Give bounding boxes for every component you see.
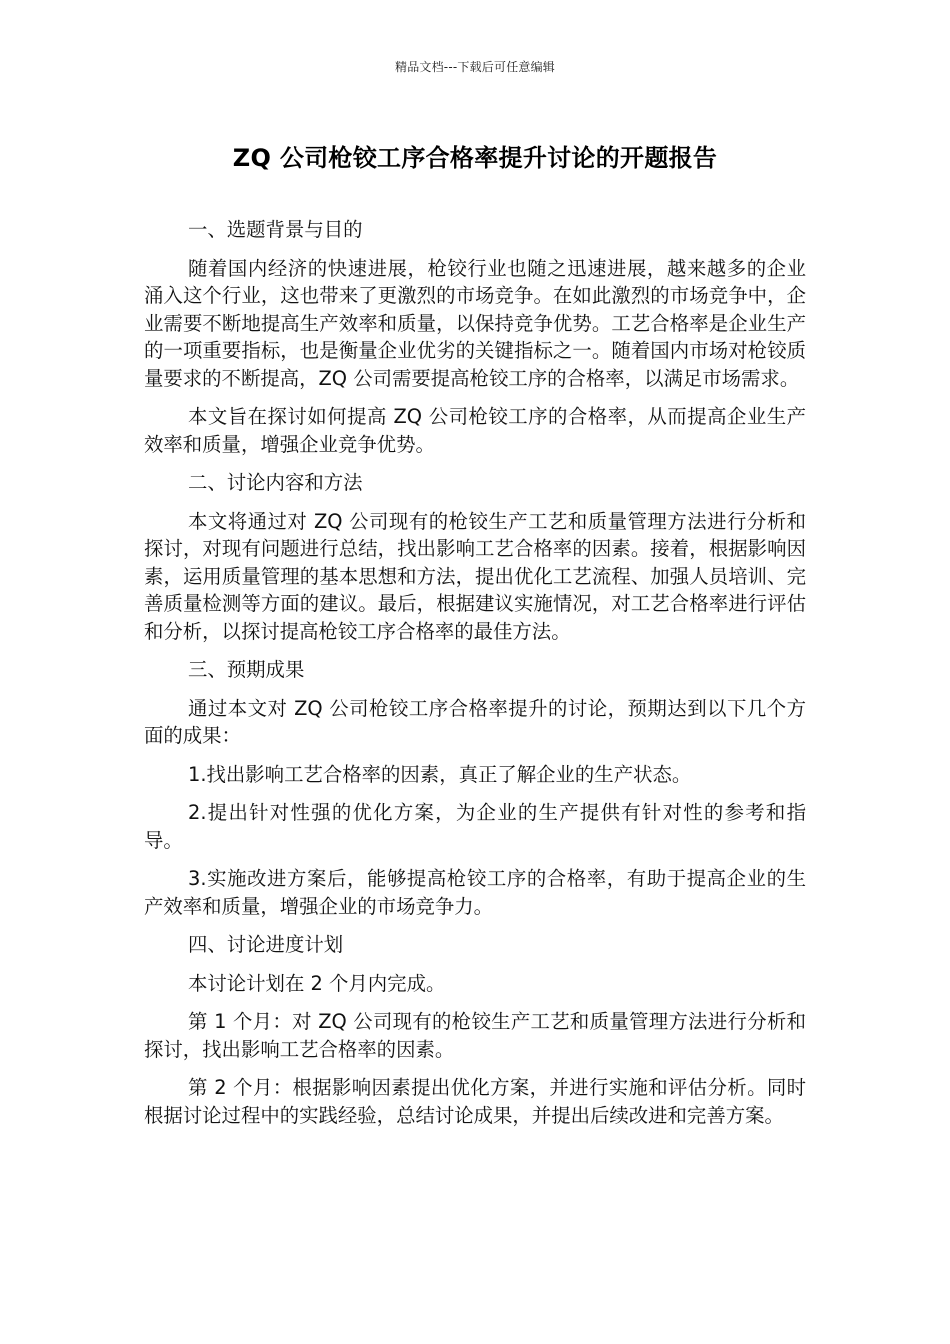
paragraph: 随着国内经济的快速进展，枪铰行业也随之迅速进展，越来越多的企业涌入这个行业，这也带来了更激烈的市场竞争。在如此激烈的市场竞争中，企业需要不断地提高生产效率和质量，以保持竞争优势。工艺合格率是企业生产的一项重要指标，也是衡量企业优劣的关键指标之一。随着国内市场对枪铰质量要求的不断提高，ZQ 公司需要提高枪铰工序的合格率，以满足市场需求。 (144, 256, 806, 390)
paragraph: 本文将通过对 ZQ 公司现有的枪铰生产工艺和质量管理方法进行分析和探讨，对现有问题进行总结，找出影响工艺合格率的因素。接着，根据影响因素，运用质量管理的基本思想和方法，提出优化工艺流程、加强人员培训、完善质量检测等方面的建议。最后，根据建议实施情况，对工艺合格率进行评估和分析，以探讨提高枪铰工序合格率的最佳方法。 (144, 509, 806, 643)
document-title: ZQ 公司枪铰工序合格率提升讨论的开题报告 (232, 144, 718, 172)
paragraph: 本讨论计划在 2 个月内完成。 (188, 971, 446, 995)
document-body (144, 216, 806, 1140)
header-note: 精品文档---下载后可任意编辑 (395, 60, 555, 74)
list-item: 2.提出针对性强的优化方案，为企业的生产提供有针对性的参考和指导。 (144, 801, 806, 852)
section-heading-expected-results: 三、预期成果 (188, 658, 305, 681)
list-item: 1.找出影响工艺合格率的因素，真正了解企业的生产状态。 (188, 762, 692, 786)
section-heading-background: 一、选题背景与目的 (188, 218, 363, 241)
schedule-item: 第 2 个月：根据影响因素提出优化方案，并进行实施和评估分析。同时根据讨论过程中的实践经验，总结讨论成果，并提出后续改进和完善方案。 (144, 1076, 806, 1127)
schedule-item: 第 1 个月：对 ZQ 公司现有的枪铰生产工艺和质量管理方法进行分析和探讨，找出影响工艺合格率的因素。 (144, 1010, 806, 1061)
paragraph: 通过本文对 ZQ 公司枪铰工序合格率提升的讨论，预期达到以下几个方面的成果： (144, 696, 806, 747)
section-heading-content-methods: 二、讨论内容和方法 (188, 471, 363, 494)
section-heading-schedule: 四、讨论进度计划 (188, 933, 344, 956)
list-item: 3.实施改进方案后，能够提高枪铰工序的合格率，有助于提高企业的生产效率和质量，增强企业的市场竞争力。 (144, 867, 806, 918)
paragraph: 本文旨在探讨如何提高 ZQ 公司枪铰工序的合格率，从而提高企业生产效率和质量，增强企业竞争优势。 (144, 405, 806, 456)
